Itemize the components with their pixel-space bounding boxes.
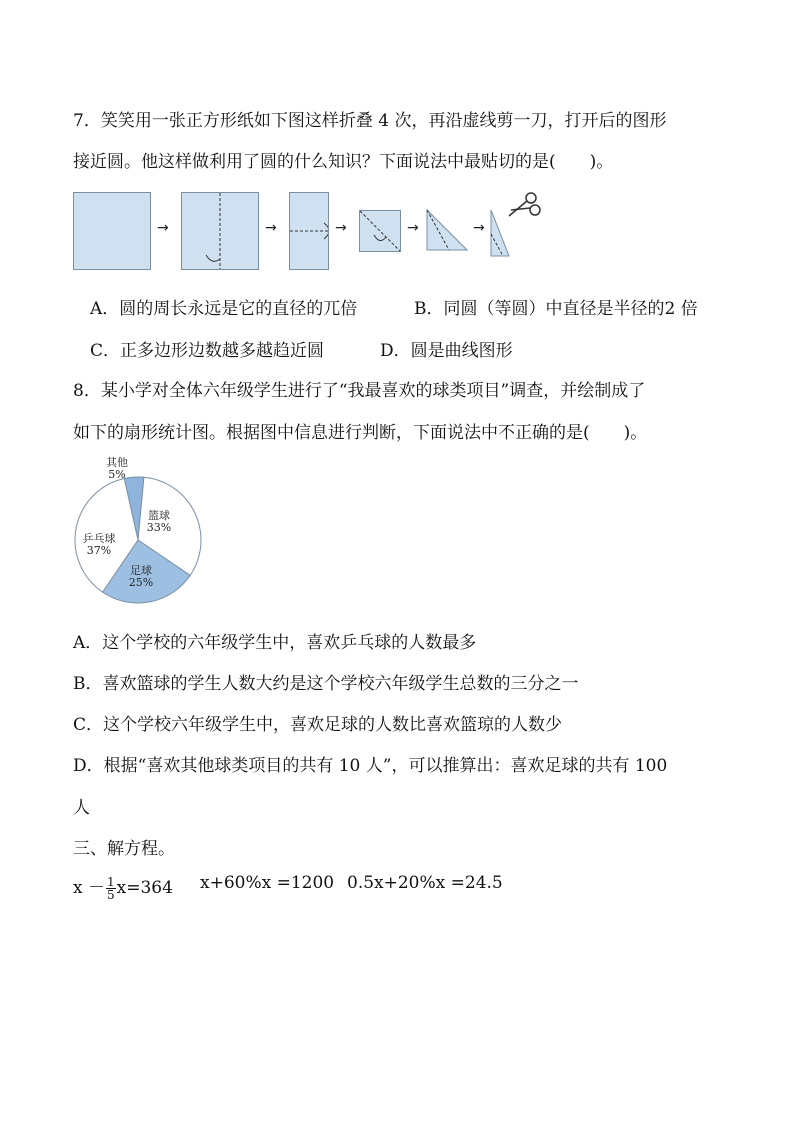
q7-text-line1: 7．笑笑用一张正方形纸如下图这样折叠 4 次，再沿虚线剪一刀，打开后的图形 (73, 111, 667, 131)
arrow-icon: → (473, 220, 485, 236)
q8-option-c: C．这个学校六年级学生中，喜欢足球的人数比喜欢篮琼的人数少 (73, 715, 563, 735)
q8-option-b: B．喜欢篮球的学生人数大约是这个学校六年级学生总数的三分之一 (73, 674, 579, 694)
q7-option-a: A．圆的周长永远是它的直径的兀倍 (90, 299, 358, 319)
arrow-icon: → (265, 220, 277, 236)
fold-step4-image (425, 208, 469, 252)
pie-label-pingpong: 乒乓球 37% (82, 532, 116, 557)
fold-step1-image (181, 192, 259, 270)
q7-folding-figure (73, 190, 543, 270)
q7-option-c: C．正多边形边数越多越趋近圆 (90, 341, 325, 361)
fold-step2-image (289, 192, 329, 270)
pie-chart (73, 455, 203, 605)
equation-1: x － $\frac{1}{5}$ x=364 (73, 875, 173, 902)
q8-option-a: A．这个学校的六年级学生中，喜欢乒乓球的人数最多 (73, 633, 477, 653)
q7-option-d: D．圆是曲线图形 (380, 341, 513, 361)
scissors-icon (505, 190, 541, 226)
q7-option-b: B．同圆（等圆）中直径是半径的2 倍 (414, 299, 698, 319)
q8-option-d-line1: D．根据“喜欢其他球类项目的共有 10 人”，可以推算出：喜欢足球的共有 100 (73, 756, 668, 776)
pie-label-football: 足球 25% (128, 564, 154, 589)
square-paper-image (73, 192, 151, 270)
arrow-icon: → (407, 220, 419, 236)
fraction: $\frac{1}{5}$ (107, 875, 115, 902)
q8-option-d-line2: 人 (73, 798, 90, 818)
arrow-icon: → (157, 220, 169, 236)
section-title: 三、解方程。 (73, 839, 175, 859)
q8-text-line1: 8．某小学对全体六年级学生进行了“我最喜欢的球类项目”调查，并绘制成了 (73, 381, 646, 401)
pie-label-basketball: 篮球 33% (146, 509, 172, 534)
equation-3: 0.5x+20%x =24.5 (347, 873, 503, 893)
q7-text-line2: 接近圆。他这样做利用了圆的什么知识？下面说法中最贴切的是( )。 (73, 152, 614, 172)
q8-text-line2: 如下的扇形统计图。根据图中信息进行判断，下面说法中不正确的是( )。 (73, 423, 648, 443)
pie-label-other: 其他 5% (106, 456, 128, 481)
fold-step3-image (359, 210, 401, 252)
arrow-icon: → (335, 220, 347, 236)
equation-2: x+60%x =1200 (200, 873, 335, 893)
